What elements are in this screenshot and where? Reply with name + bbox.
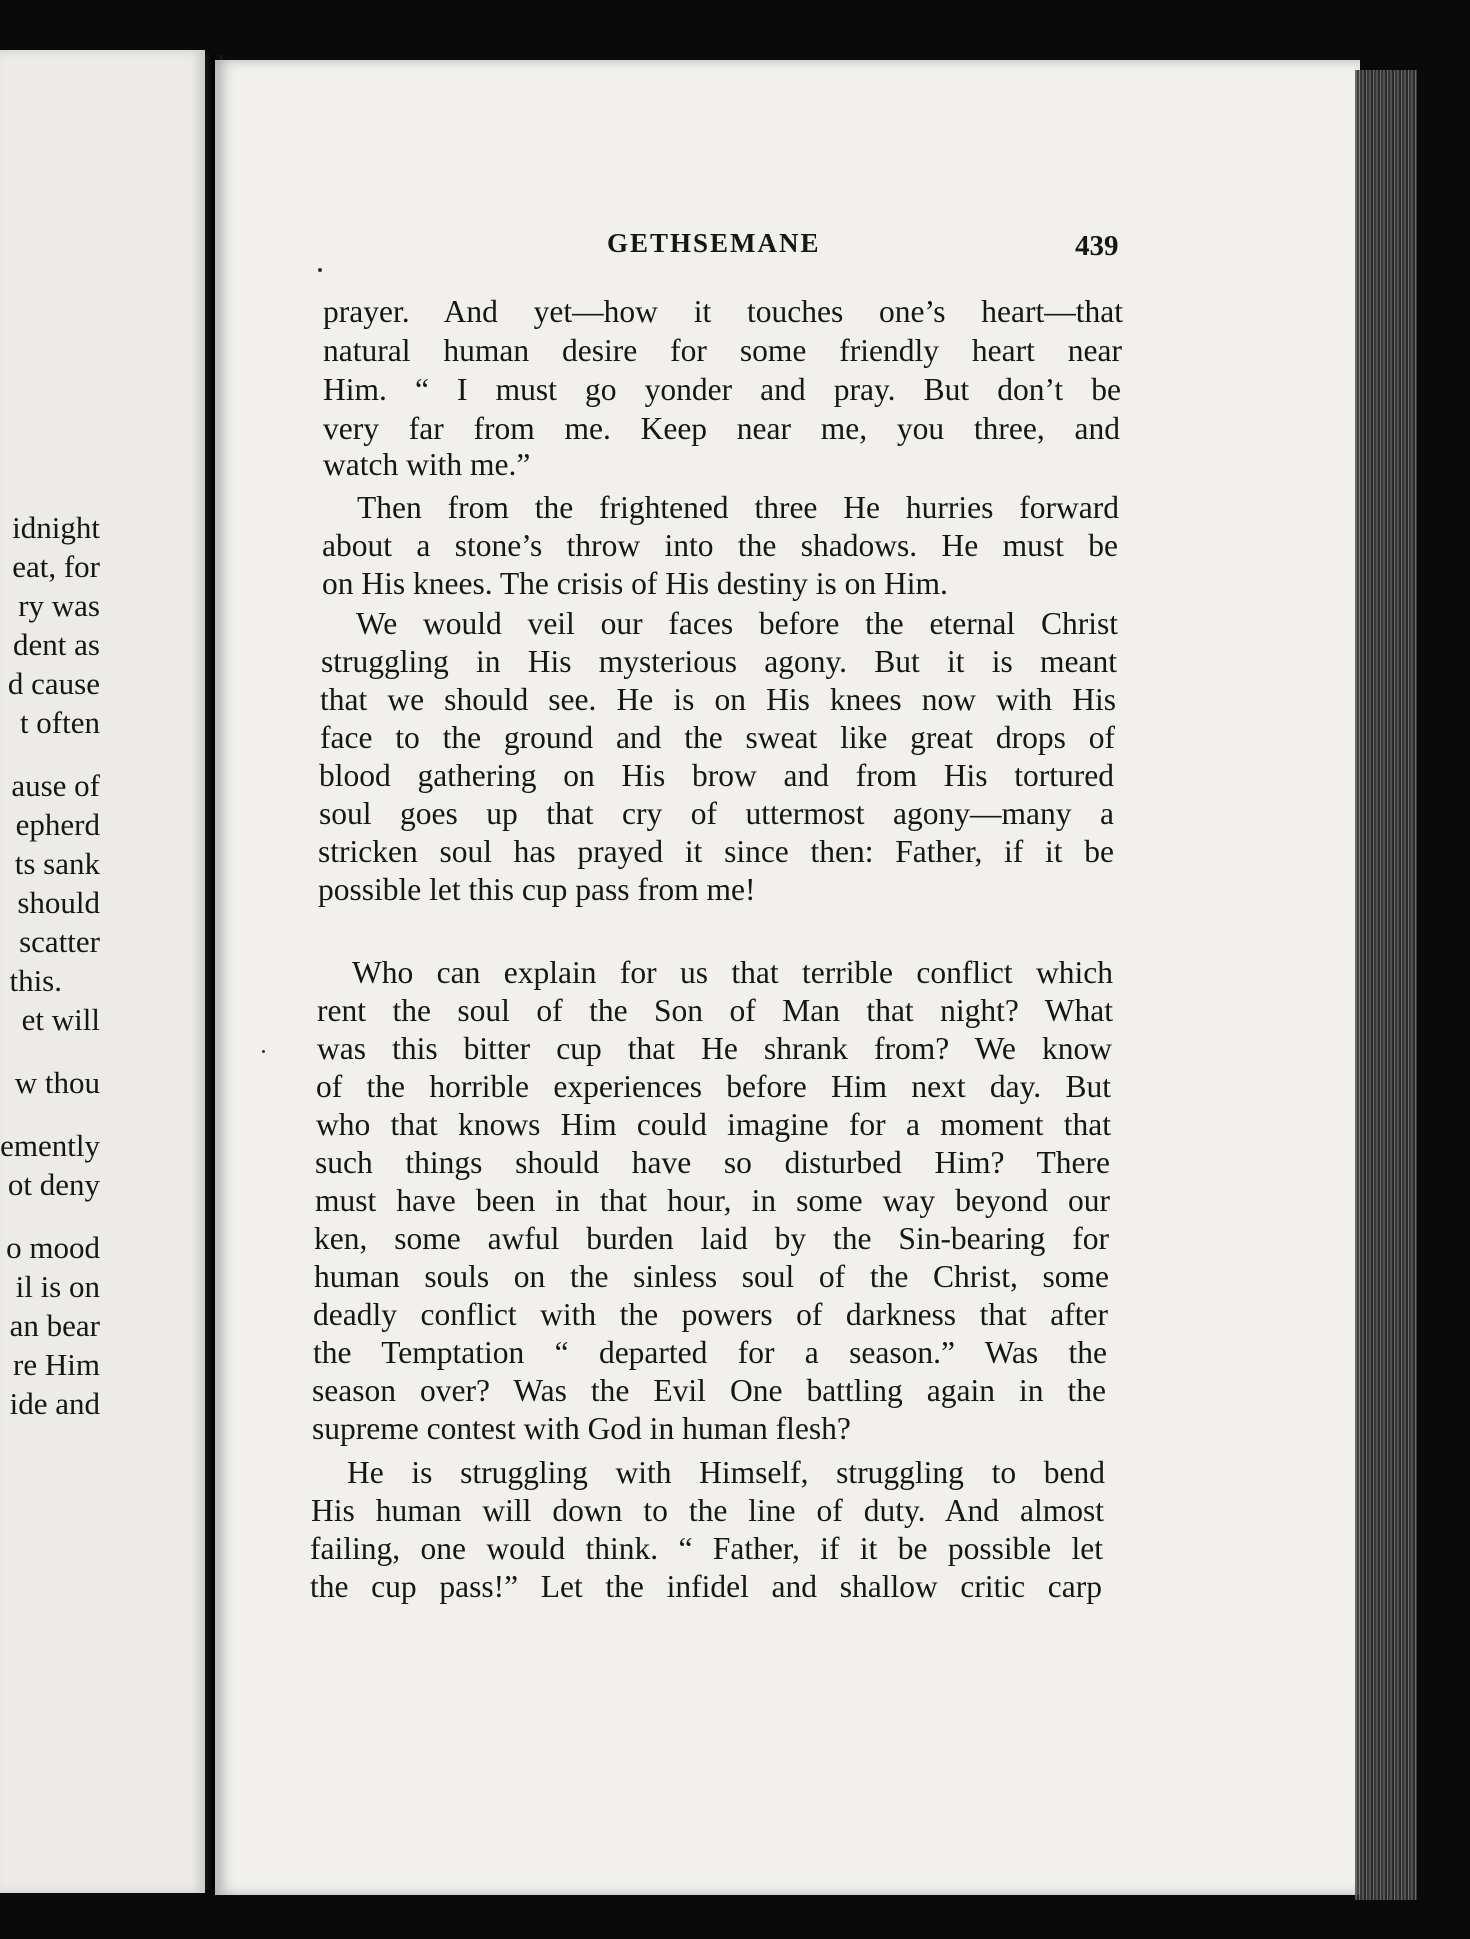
text-line: possible let this cup pass from me!: [318, 872, 756, 907]
page-number: 439: [1075, 230, 1119, 262]
text-line: His human will down to the line of duty. And almost: [311, 1493, 1104, 1528]
text-line: rent the soul of the Son of Man that night? What: [317, 993, 1113, 1028]
left-fragment: re Him: [13, 1347, 100, 1382]
text-line: on His knees. The crisis of His destiny is on Him.: [322, 566, 948, 601]
left-fragment: t often: [19, 705, 100, 740]
left-page: [0, 50, 205, 1893]
left-fragment: il is on: [15, 1269, 100, 1304]
left-fragment: ts sank: [14, 846, 100, 881]
left-fragment: this.: [9, 963, 62, 998]
text-line: very far from me. Keep near me, you three, and: [323, 411, 1120, 446]
running-head: GETHSEMANE: [607, 228, 821, 258]
left-fragment: ause of: [11, 768, 100, 803]
text-line: season over? Was the Evil One battling again in the: [312, 1373, 1106, 1408]
text-line: deadly conflict with the powers of darkness that after: [313, 1297, 1108, 1332]
text-line: We would veil our faces before the eternal Christ: [356, 606, 1118, 641]
left-fragment: scatter: [19, 924, 100, 959]
left-fragment: an bear: [9, 1308, 100, 1343]
text-line: the Temptation “ departed for a season.” Was the: [313, 1335, 1107, 1370]
print-speck: [262, 1050, 265, 1053]
left-fragment: epherd: [15, 807, 100, 842]
text-line: face to the ground and the sweat like great drops of: [320, 720, 1115, 755]
text-line: Who can explain for us that terrible conflict which: [352, 955, 1113, 990]
left-fragment: eat, for: [12, 549, 100, 584]
left-page-text-fragments: [0, 50, 205, 1893]
left-fragment: ot deny: [7, 1167, 100, 1202]
left-fragment: o mood: [6, 1230, 100, 1265]
text-line: the cup pass!” Let the infidel and shallow critic carp: [310, 1569, 1102, 1604]
left-fragment: idnight: [12, 510, 100, 545]
text-line: stricken soul has prayed it since then: Father, if it be: [318, 834, 1114, 869]
text-line: of the horrible experiences before Him next day. But: [316, 1069, 1111, 1104]
text-line: such things should have so disturbed Him? There: [315, 1145, 1110, 1180]
left-fragment: d cause: [7, 666, 100, 701]
left-fragment: should: [17, 885, 100, 920]
text-line: who that knows Him could imagine for a moment that: [316, 1107, 1111, 1142]
left-fragment: emently: [0, 1128, 100, 1163]
text-line: ken, some awful burden laid by the Sin-bearing for: [314, 1221, 1109, 1256]
left-fragment: ry was: [18, 588, 100, 623]
left-fragment: w thou: [14, 1065, 100, 1100]
text-line: He is struggling with Himself, struggling to bend: [347, 1455, 1105, 1490]
text-line: about a stone’s throw into the shadows. He must be: [322, 528, 1118, 563]
text-line: Then from the frightened three He hurries forward: [357, 490, 1119, 525]
left-fragment: et will: [21, 1002, 100, 1037]
print-speck: [318, 268, 322, 272]
left-fragment: dent as: [13, 627, 100, 662]
text-line: must have been in that hour, in some way beyond our: [315, 1183, 1110, 1218]
text-line: struggling in His mysterious agony. But it is meant: [321, 644, 1117, 679]
text-line: was this bitter cup that He shrank from? We know: [317, 1031, 1112, 1066]
text-line: human souls on the sinless soul of the Christ, some: [314, 1259, 1109, 1294]
text-line: failing, one would think. “ Father, if it be possible let: [310, 1531, 1103, 1566]
left-fragment: ide and: [9, 1386, 100, 1421]
page-edge: [1355, 70, 1417, 1900]
text-line: blood gathering on His brow and from His tortured: [319, 758, 1114, 793]
text-line: prayer. And yet—how it touches one’s heart—that: [323, 294, 1123, 329]
text-line: natural human desire for some friendly heart near: [323, 333, 1122, 368]
text-line: Him. “ I must go yonder and pray. But don’t be: [323, 372, 1121, 407]
text-line: watch with me.”: [323, 447, 531, 482]
text-line: soul goes up that cry of uttermost agony—many a: [319, 796, 1114, 831]
text-line: supreme contest with God in human flesh?: [312, 1411, 851, 1446]
text-line: that we should see. He is on His knees now with His: [320, 682, 1116, 717]
